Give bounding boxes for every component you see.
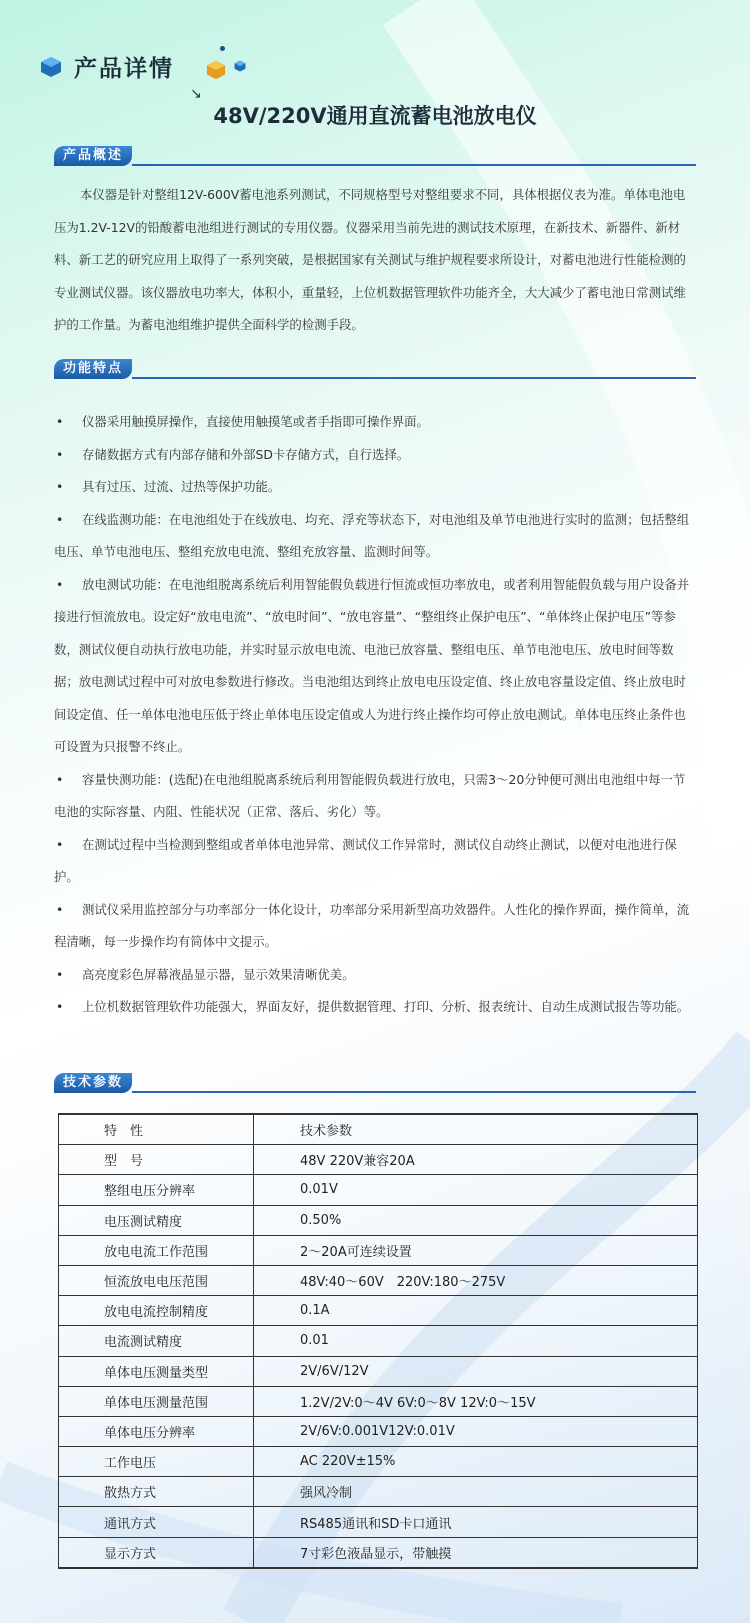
detail-header [38, 46, 278, 86]
table-cell-value: RS485通讯和SD卡口通讯 [254, 1507, 698, 1537]
section-badge-features: 功能特点 [54, 359, 132, 379]
list-item: • 放电测试功能：在电池组脱离系统后利用智能假负载进行恒流或恒功率放电，或者利用智能假负载与用户设备并接进行恒流放电。设定好“放电电流”、“放电时间”、“放电容量”、“整组终止保护电压”、“单体终止保护电压”等参数，测试仪便自动执行放电功能，并实时显示放电电流、电池已放容量、整组电压、单节电池电压、放电时间等数据；放电测试过程中可对放电参数进行修改。当电池组达到终止放电电压设定值、终止放电容量设定值、终止放电时间设定值、任一单体电池电压低于终止单体电压设定值或人为进行终止操作均可停止放电测试。单体电压终止条件也可设置为只报警不终止。 [54, 569, 694, 764]
section-badge-overview: 产品概述 [54, 146, 132, 166]
spec-table [58, 1113, 698, 1569]
table-cell-value: 0.1A [254, 1296, 698, 1326]
table-cell-value: 1.2V/2V:0～4V 6V:0～8V 12V:0～15V [254, 1386, 698, 1416]
arrow-icon: ↘ [190, 86, 202, 102]
table-cell-value: AC 220V±15% [254, 1447, 698, 1477]
table-cell-value: 强风冷制 [254, 1477, 698, 1507]
list-item: • 上位机数据管理软件功能强大，界面友好，提供数据管理、打印、分析、报表统计、自动生成测试报告等功能。 [54, 991, 694, 1024]
table-cell-value: 2V/6V/12V [254, 1356, 698, 1386]
table-row [59, 1205, 698, 1235]
table-row [59, 1386, 698, 1416]
cube-icon [40, 56, 62, 78]
section-overview [54, 146, 696, 168]
table-cell-value: 2～20A可连续设置 [254, 1235, 698, 1265]
section-params [54, 1073, 696, 1095]
table-header-cell: 特 性 [59, 1114, 254, 1145]
table-cell-key: 散热方式 [59, 1477, 254, 1507]
table-cell-value: 0.01V [254, 1175, 698, 1205]
list-item: • 存储数据方式有内部存储和外部SD卡存储方式，自行选择。 [54, 439, 694, 472]
table-cell-key: 显示方式 [59, 1537, 254, 1568]
table-cell-value: 0.01 [254, 1326, 698, 1356]
table-cell-key: 单体电压测量范围 [59, 1386, 254, 1416]
list-item: • 具有过压、过流、过热等保护功能。 [54, 471, 694, 504]
table-cell-key: 通讯方式 [59, 1507, 254, 1537]
table-cell-value: 0.50% [254, 1205, 698, 1235]
table-row [59, 1296, 698, 1326]
table-cell-key: 整组电压分辨率 [59, 1175, 254, 1205]
cube-icon-small [234, 60, 246, 72]
header-title: 产品详情 [74, 56, 174, 82]
section-badge-params: 技术参数 [54, 1073, 132, 1093]
table-cell-value: 2V/6V:0.001V12V:0.01V [254, 1416, 698, 1446]
table-cell-key: 型 号 [59, 1145, 254, 1175]
table-cell-value: 48V:40～60V 220V:180～275V [254, 1265, 698, 1295]
table-row [59, 1235, 698, 1265]
table-row [59, 1477, 698, 1507]
table-row [59, 1326, 698, 1356]
table-cell-key: 单体电压测量类型 [59, 1356, 254, 1386]
table-cell-value: 7寸彩色液晶显示，带触摸 [254, 1537, 698, 1568]
table-row [59, 1447, 698, 1477]
section-divider [132, 1091, 696, 1093]
table-header-cell: 技术参数 [254, 1114, 698, 1145]
table-row [59, 1356, 698, 1386]
list-item: • 容量快测功能：(选配)在电池组脱离系统后利用智能假负载进行放电，只需3～20分钟便可测出电池组中每一节电池的实际容量、内阻、性能状况（正常、落后、劣化）等。 [54, 764, 694, 829]
list-item: • 测试仪采用监控部分与功率部分一体化设计，功率部分采用新型高功效器件。人性化的操作界面，操作简单，流程清晰，每一步操作均有简体中文提示。 [54, 894, 694, 959]
table-row [59, 1175, 698, 1205]
table-cell-key: 工作电压 [59, 1447, 254, 1477]
decor-dot [220, 46, 225, 51]
overview-paragraph [54, 179, 694, 342]
table-cell-key: 电流测试精度 [59, 1326, 254, 1356]
table-row [59, 1145, 698, 1175]
product-title: 48V/220V通用直流蓄电池放电仪 [213, 104, 537, 128]
list-item: • 在线监测功能：在电池组处于在线放电、均充、浮充等状态下，对电池组及单节电池进行实时的监测；包括整组电压、单节电池电压、整组充放电电流、整组充放容量、监测时间等。 [54, 504, 694, 569]
table-row [59, 1416, 698, 1446]
table-cell-key: 恒流放电电压范围 [59, 1265, 254, 1295]
table-cell-key: 放电电流工作范围 [59, 1235, 254, 1265]
table-cell-key: 放电电流控制精度 [59, 1296, 254, 1326]
section-divider [132, 164, 696, 166]
table-cell-value: 48V 220V兼容20A [254, 1145, 698, 1175]
table-cell-key: 电压测试精度 [59, 1205, 254, 1235]
list-item: • 仪器采用触摸屏操作，直接使用触摸笔或者手指即可操作界面。 [54, 406, 694, 439]
overview-text: 本仪器是针对整组12V-600V蓄电池系列测试，不同规格型号对整组要求不同，具体根据仪表为准。单体电池电压为1.2V-12V的铅酸蓄电池组进行测试的专用仪器。仪器采用当前先进的测试技术原理，在新技术、新器件、新材料、新工艺的研究应用上取得了一系列突破，是根据国家有关测试与维护规程要求所设计，对蓄电池进行性能检测的专业测试仪器。该仪器放电功率大，体积小，重量轻，上位机数据管理软件功能齐全，大大减少了蓄电池日常测试维护的工作量。为蓄电池组维护提供全面科学的检测手段。 [54, 187, 686, 332]
list-item: • 在测试过程中当检测到整组或者单体电池异常、测试仪工作异常时，测试仪自动终止测试，以便对电池进行保护。 [54, 829, 694, 894]
section-features [54, 359, 696, 381]
list-item: • 高亮度彩色屏幕液晶显示器，显示效果清晰优美。 [54, 959, 694, 992]
table-row [59, 1507, 698, 1537]
section-divider [132, 377, 696, 379]
table-cell-key: 单体电压分辨率 [59, 1416, 254, 1446]
table-header-row [59, 1114, 698, 1145]
cube-icon-orange [206, 60, 226, 80]
table-row [59, 1265, 698, 1295]
features-list [54, 406, 694, 1024]
table-row [59, 1537, 698, 1568]
